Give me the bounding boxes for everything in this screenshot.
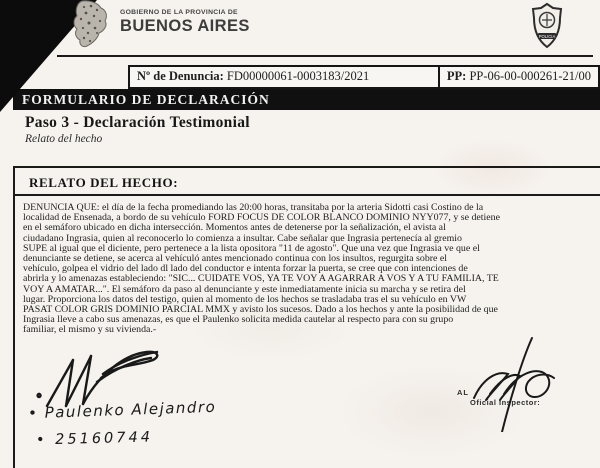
relato-body-line: ciudadano Ingrasia, quien al reconocerlo lo comienza a insultar. Cabe señalar que Ingrasia pertenecía al gremio (23, 232, 462, 244)
officer-stamp-title: Oficial Inspector: (470, 398, 541, 407)
denuncia-number-value: FD00000061-0003183/2021 (223, 69, 370, 83)
denuncia-number-label: Nº de Denuncia: (137, 69, 224, 83)
form-title-banner: FORMULARIO DE DECLARACIÓN (13, 89, 600, 110)
government-header (120, 9, 250, 36)
step-section (25, 114, 250, 145)
relato-body-text (15, 196, 600, 336)
government-name: BUENOS AIRES (120, 17, 250, 35)
denuncia-number-cell (130, 67, 440, 87)
declarant-name-handwritten: • Paulenko Alejandro (27, 397, 217, 423)
relato-body-line: localidad de Ensenada, a bordo de su vehículo FORD FOCUS DE COLOR BLANCO DOMINIO NYY077, y se detiene (23, 212, 500, 224)
relato-body-line: en el semáforo ubicado en dicha intersección. Momentos antes de detenerse por la señalización, el avista al (23, 222, 446, 234)
buenos-aires-province-map-icon (68, 0, 114, 50)
relato-heading-row (15, 168, 600, 196)
pp-number-value: PP-06-00-000261-21/00 (466, 69, 591, 83)
government-label: GOBIERNO DE LA PROVINCIA DE (120, 9, 238, 16)
step-title: Paso 3 - Declaración Testimonial (25, 114, 250, 131)
relato-body-line: SUPE al igual que el diciente, pero pertenece a la lista opositora "11 de agosto". Que una vez que Ingrasia ve que el (23, 242, 480, 254)
relato-body-line: abrirla y lo amenazas estableciendo: "SIC... CUIDATE VOS, YA TE VOY A AGARRAR A VOS Y A TU FAMILIA, TE (23, 273, 499, 285)
relato-body-line: Ingrasia lleve a cabo sus amenazas, es que el Paulenko solicita medida cautelar al respecto para con su grupo (23, 314, 454, 326)
police-shield-text: POLICIA (538, 34, 556, 39)
relato-body-line: DENUNCIA QUE: el día de la fecha promediando las 20:00 horas, transitaba por la arteria Sidotti casi Costino de la (23, 202, 484, 213)
relato-body-line: denunciante se detiene, se acerca al vehículó antes mencionado continua con los insultos, regurgita sobre el (23, 253, 448, 265)
step-subtitle: Relato del hecho (25, 133, 103, 145)
relato-heading: RELATO DEL HECHO: (29, 175, 179, 190)
police-shield-icon (527, 2, 567, 52)
officer-stamp-name-fragment: AL (457, 388, 469, 397)
relato-body-line: vehículo, golpea el vidrio del lado dl lado del conductor e intenta forzar la puerta, se cree que con intenciones de (23, 263, 468, 275)
pp-number-cell (440, 67, 598, 87)
header-divider-line (57, 55, 593, 57)
relato-body-line: VOY A AMATAR...". El semáforo da paso al denunciante y este inmediatamente inicia su marcha y se retira del (23, 283, 466, 295)
officer-signature-scribble (460, 336, 570, 432)
relato-body-line: lugar. Proporciona los datos del testigo, quien al momento de los hechos se trasladaba tras el su vehículo en VW (23, 293, 467, 305)
pp-number-label: PP: (446, 69, 467, 83)
relato-body-line: familiar, el mismo y su vivienda.- (23, 324, 157, 336)
declarant-signature-scribble (33, 348, 173, 410)
relato-body-line: PASAT COLOR GRIS DOMINIO PARCIAL MMX y avisto los sucesos. Dado a los hechos y ante la posibilidad de que (23, 304, 498, 316)
denuncia-number-bar (128, 65, 600, 89)
declarant-document-number-handwritten: • 25160744 (35, 429, 154, 449)
